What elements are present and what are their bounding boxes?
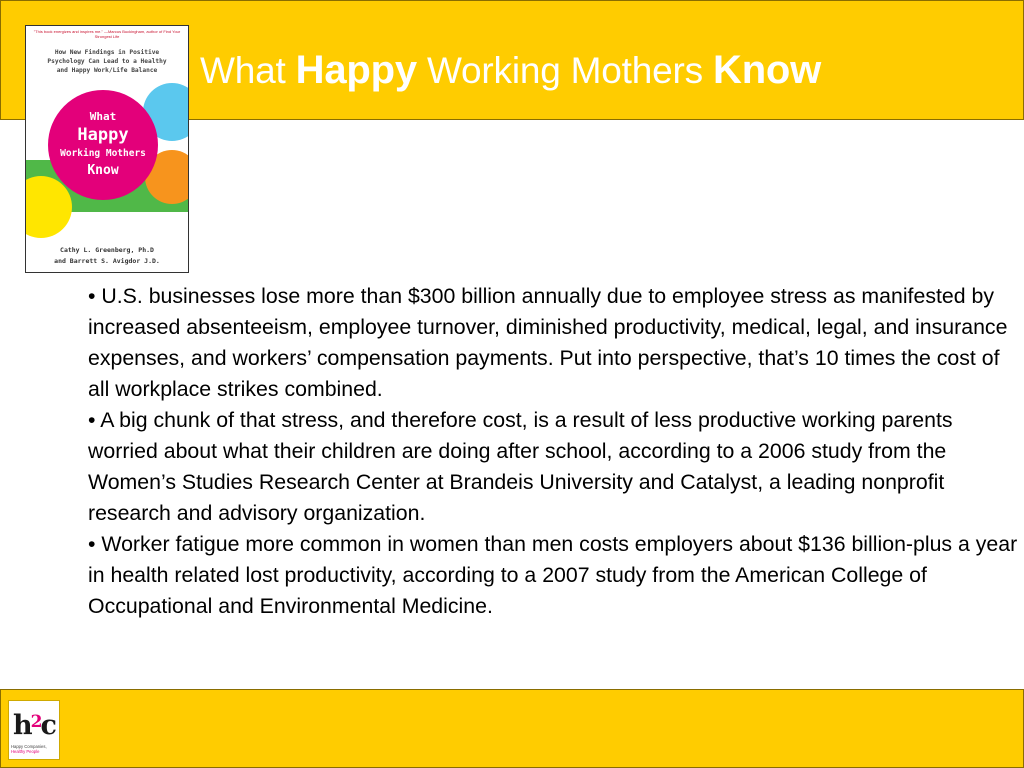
title-part-working-mothers: Working Mothers — [416, 50, 714, 91]
slide-title — [200, 48, 821, 93]
book-subtitle — [30, 48, 184, 75]
book-title-line: Happy — [77, 125, 129, 145]
logo-mark-2: 2 — [30, 712, 41, 732]
book-subtitle-line: Psychology Can Lead to a Healthy — [47, 58, 167, 65]
bullet-item: • U.S. businesses lose more than $300 billion annually due to employee stress as manifested by increased absenteeism, employee turnover, diminished productivity, medical, legal, and insurance expenses, and workers’ compensation payments. Put into perspective, that’s 10 times the cost of all workplace strikes combined. — [88, 284, 1008, 401]
book-subtitle-line: How New Findings in Positive — [54, 49, 160, 56]
book-title-line: Working Mothers — [60, 148, 146, 159]
book-authors — [30, 245, 184, 267]
book-cover-image — [25, 25, 189, 273]
h2c-logo — [8, 700, 60, 760]
title-part-what: What — [200, 50, 296, 91]
bullet-item: • A big chunk of that stress, and therefore cost, is a result of less productive working parents worried about what their children are doing after school, according to a 2006 study from the Women’s Studies Research Center at Brandeis University and Catalyst, a leading nonprofit research and advisory organization. — [88, 408, 953, 525]
footer-band — [0, 689, 1024, 768]
book-author-line: and Barrett S. Avigdor J.D. — [54, 257, 160, 265]
book-subtitle-line: and Happy Work/Life Balance — [56, 67, 158, 74]
book-author-line: Cathy L. Greenberg, Ph.D — [60, 246, 154, 254]
logo-tagline-line: Healthy People — [11, 749, 40, 754]
bullet-list — [88, 281, 1020, 622]
book-title-circle — [48, 90, 158, 200]
logo-tagline — [11, 744, 57, 754]
title-part-happy: Happy — [295, 48, 417, 92]
logo-mark-h: h — [13, 710, 31, 741]
book-title-line: Know — [87, 163, 119, 178]
logo-mark-c: c — [40, 710, 55, 741]
book-praise: "This book energizes and inspires me." —Marcus Buckingham, author of Find Your Strongest Life — [33, 29, 181, 39]
logo-mark — [12, 703, 56, 741]
book-title-line: What — [89, 110, 117, 123]
title-part-know: Know — [713, 48, 822, 92]
book-title — [48, 108, 158, 179]
bullet-item: • Worker fatigue more common in women than men costs employers about $136 billion-plus a year in health related lost productivity, according to a 2007 study from the American College of Occupational and Environmental Medicine. — [88, 532, 1018, 618]
logo-tagline-line: Happy Companies, — [11, 744, 47, 749]
